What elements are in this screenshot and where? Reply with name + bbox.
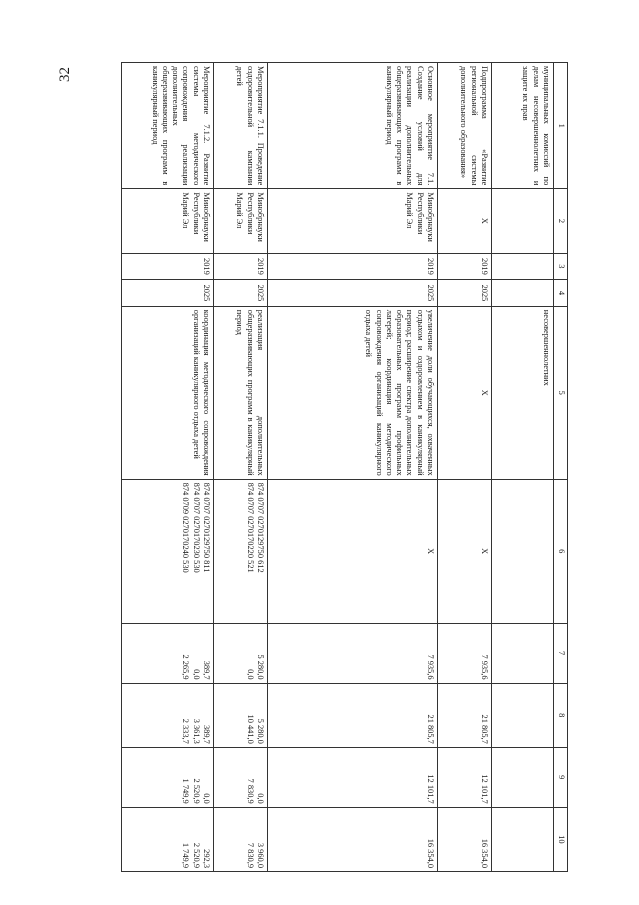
amount-line: 1 749,9	[181, 842, 191, 868]
budget-code-line: 874 0707 0270170220 521	[245, 482, 255, 573]
amount-line: 292,3	[202, 849, 211, 868]
budget-code-cell	[214, 479, 268, 623]
amount-cell	[122, 747, 214, 807]
amount-line: 0,0	[191, 669, 201, 680]
amount-cell: 7 935,6	[438, 623, 492, 683]
amount-line: 0,0	[202, 793, 211, 804]
result-cell: координация методического сопровождения организаций каникулярного отдыха детей	[122, 306, 214, 479]
table-row	[268, 63, 438, 872]
row-title-cell: Мероприятие 7.1.1. Проведение оздоровительной кампании детей	[214, 63, 268, 189]
amount-cell: 7 935,6	[268, 623, 438, 683]
row-title-cell: Подпрограмма «Развитие региональной системы дополнительного образования»	[438, 63, 492, 189]
budget-code-cell: X	[438, 479, 492, 623]
responsible-cell	[492, 189, 554, 253]
budget-code-line: 874 0707 0270129750 811	[202, 482, 211, 573]
amount-line: 2 333,7	[181, 718, 191, 744]
amount-cell: 21 805,7	[268, 683, 438, 747]
result-cell: увеличение доли обучающихся, охваченных отдыхом и оздоровлением в каникулярный период; расширение спектра дополнительных образовательных программ профильных лагерей; координация методического сопровождения организаций каникулярного отдыха детей	[268, 306, 438, 479]
row-title-cell: муниципальных комиссий по делам несовершеннолетних и защите их прав	[492, 63, 554, 189]
amount-cell	[492, 683, 554, 747]
header-cell: 9	[554, 747, 568, 807]
result-cell: несовершеннолетних	[492, 306, 554, 479]
header-cell: 5	[554, 306, 568, 479]
responsible-cell: Минобрнауки Республики Марий Эл	[268, 189, 438, 253]
amount-cell	[214, 807, 268, 871]
amount-cell	[214, 747, 268, 807]
amount-cell: 21 805,7	[438, 683, 492, 747]
result-cell: реализация дополнительных общеразвивающих программ в каникулярный период	[214, 306, 268, 479]
header-cell: 2	[554, 189, 568, 253]
page-number: 32	[57, 67, 73, 82]
amount-cell	[492, 747, 554, 807]
header-cell: 3	[554, 253, 568, 280]
amount-cell: 12 101,7	[268, 747, 438, 807]
amount-line: 3 361,3	[191, 718, 201, 744]
start-year-cell: 2019	[268, 253, 438, 280]
amount-line: 389,7	[202, 660, 211, 680]
amount-line: 2 520,9	[191, 842, 201, 868]
amount-line: 3 960,0	[256, 842, 265, 868]
amount-cell: 12 101,7	[438, 747, 492, 807]
amount-cell: 16 354,0	[438, 807, 492, 871]
header-cell: 1	[554, 63, 568, 189]
header-cell: 4	[554, 280, 568, 307]
amount-line: 0,0	[256, 793, 265, 804]
amount-line: 7 830,9	[245, 842, 255, 868]
program-table	[121, 62, 568, 872]
amount-line: 7 830,9	[245, 778, 255, 804]
header-cell: 10	[554, 807, 568, 871]
amount-line: 5 280,0	[256, 654, 265, 680]
amount-cell	[492, 807, 554, 871]
start-year-cell	[492, 253, 554, 280]
program-table-sheet	[106, 62, 568, 872]
row-title-cell: Мероприятие 7.1.2. Развитие системы методического сопровождения реализации дополнительных общеразвивающих программ в каникулярный период	[122, 63, 214, 189]
start-year-cell: 2019	[214, 253, 268, 280]
amount-cell	[122, 683, 214, 747]
table-header-row	[554, 63, 568, 872]
amount-line: 5 280,0	[256, 718, 265, 744]
budget-code-line: 874 0707 0270129750 612	[256, 482, 265, 573]
start-year-cell: 2019	[122, 253, 214, 280]
amount-line: 389,7	[202, 724, 211, 744]
budget-code-line: 874 0709 0270170240 530	[181, 482, 191, 573]
amount-cell	[214, 683, 268, 747]
end-year-cell: 2025	[122, 280, 214, 307]
responsible-cell: X	[438, 189, 492, 253]
end-year-cell: 2025	[214, 280, 268, 307]
amount-cell	[214, 623, 268, 683]
result-cell: X	[438, 306, 492, 479]
amount-cell	[122, 807, 214, 871]
end-year-cell	[492, 280, 554, 307]
header-cell: 8	[554, 683, 568, 747]
table-row	[214, 63, 268, 872]
budget-code-cell: X	[268, 479, 438, 623]
table-row	[492, 63, 554, 872]
responsible-cell: Минобрнауки Республики Марий Эл	[214, 189, 268, 253]
amount-line: 1 749,9	[181, 778, 191, 804]
budget-code-line: 874 0707 0270170230 530	[191, 482, 201, 573]
amount-line: 2 265,9	[181, 654, 191, 680]
table-row	[438, 63, 492, 872]
start-year-cell: 2019	[438, 253, 492, 280]
budget-code-cell	[122, 479, 214, 623]
amount-cell	[122, 623, 214, 683]
header-cell: 7	[554, 623, 568, 683]
amount-line: 0,0	[245, 669, 255, 680]
budget-code-cell	[492, 479, 554, 623]
row-title-cell: Основное мероприятие 7.1. Создание условий для реализации дополнительных общеразвивающих программ в каникулярный период	[268, 63, 438, 189]
amount-line: 2 520,9	[191, 778, 201, 804]
end-year-cell: 2025	[438, 280, 492, 307]
header-cell: 6	[554, 479, 568, 623]
amount-cell	[492, 623, 554, 683]
amount-line: 10 441,0	[245, 714, 255, 744]
end-year-cell: 2025	[268, 280, 438, 307]
table-row	[122, 63, 214, 872]
amount-cell: 16 354,0	[268, 807, 438, 871]
responsible-cell: Минобрнауки Республики Марий Эл	[122, 189, 214, 253]
